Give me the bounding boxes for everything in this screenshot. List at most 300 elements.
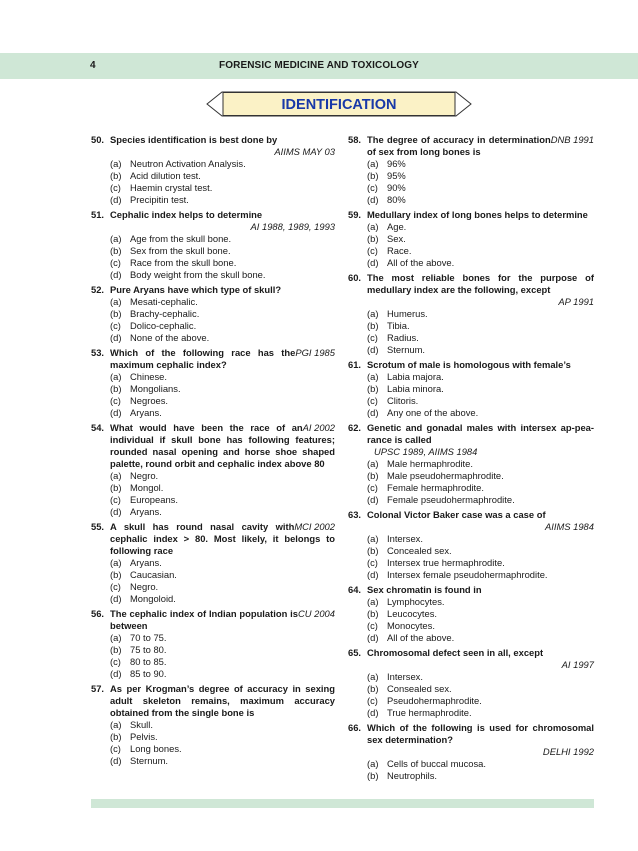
answer-option — [110, 332, 335, 344]
answer-option — [110, 557, 335, 569]
question-text — [110, 134, 335, 146]
option-letter: (c) — [110, 494, 121, 505]
option-text: Male hermaphrodite. — [387, 458, 473, 469]
option-text: Race from the skull bone. — [130, 257, 237, 268]
question-stem — [348, 209, 594, 221]
answer-option — [367, 371, 594, 383]
answer-option — [367, 383, 594, 395]
option-text: Intersex true hermaphrodite. — [387, 557, 505, 568]
option-text: Labia majora. — [387, 371, 444, 382]
option-text: 90% — [387, 182, 406, 193]
answer-option — [110, 668, 335, 680]
question-number: 56. — [91, 608, 105, 619]
answer-option — [110, 470, 335, 482]
option-letter: (b) — [367, 545, 379, 556]
question-text-body: The most reliable bones for the purpose of medullary index are the following, except — [367, 272, 594, 295]
answer-option — [110, 182, 335, 194]
option-letter: (c) — [367, 245, 378, 256]
option-text: Brachy-cephalic. — [130, 308, 200, 319]
question-stem — [91, 521, 335, 557]
question-text — [367, 209, 594, 221]
question-text — [367, 722, 594, 746]
answer-option — [110, 257, 335, 269]
answer-option — [367, 596, 594, 608]
option-letter: (c) — [367, 332, 378, 343]
right-column — [348, 134, 594, 785]
option-text: Age. — [387, 221, 407, 232]
option-letter: (b) — [110, 731, 122, 742]
question-stem — [348, 509, 594, 521]
option-letter: (a) — [110, 632, 122, 643]
option-text: Intersex female pseudohermaphrodite. — [387, 569, 548, 580]
question-source: AIIMS 1984 — [545, 521, 594, 532]
option-text: Monocytes. — [387, 620, 435, 631]
option-letter: (d) — [110, 755, 122, 766]
answer-option — [367, 707, 594, 719]
option-text: Pelvis. — [130, 731, 158, 742]
option-text: Negro. — [130, 470, 159, 481]
option-text: 70 to 75. — [130, 632, 167, 643]
option-text: Cells of buccal mucosa. — [387, 758, 487, 769]
answer-option — [367, 608, 594, 620]
option-letter: (b) — [367, 683, 379, 694]
option-text: All of the above. — [387, 257, 455, 268]
option-text: All of the above. — [387, 632, 455, 643]
page-number: 4 — [90, 60, 96, 71]
answer-option — [367, 632, 594, 644]
option-letter: (d) — [110, 407, 122, 418]
question-item — [91, 347, 335, 419]
option-text: Race. — [387, 245, 412, 256]
answer-option — [367, 221, 594, 233]
answer-option — [110, 494, 335, 506]
option-text: Radius. — [387, 332, 419, 343]
question-stem — [348, 272, 594, 296]
question-text — [110, 284, 335, 296]
option-text: Leucocytes. — [387, 608, 438, 619]
answer-option — [110, 320, 335, 332]
question-item — [348, 134, 594, 206]
answer-option — [110, 656, 335, 668]
answer-option — [367, 533, 594, 545]
question-item — [91, 608, 335, 680]
option-letter: (c) — [110, 320, 121, 331]
question-stem — [91, 347, 335, 371]
question-stem — [91, 134, 335, 146]
answer-option — [367, 257, 594, 269]
answer-option — [110, 644, 335, 656]
option-letter: (d) — [367, 344, 379, 355]
option-letter: (a) — [367, 458, 379, 469]
answer-option — [367, 395, 594, 407]
question-stem — [348, 722, 594, 746]
question-source: CU 2004 — [297, 608, 335, 619]
question-stem — [348, 359, 594, 371]
question-number: 53. — [91, 347, 105, 358]
question-number: 55. — [91, 521, 105, 532]
option-text: Mongolians. — [130, 383, 181, 394]
question-text — [110, 347, 335, 371]
option-letter: (a) — [110, 470, 122, 481]
option-letter: (a) — [110, 296, 122, 307]
question-source: AIIMS MAY 03 — [274, 146, 335, 157]
answer-option — [110, 719, 335, 731]
left-column — [91, 134, 335, 770]
question-text-body: Which of the following race has the maximum cephalic index? — [110, 347, 296, 370]
option-text: Europeans. — [130, 494, 178, 505]
answer-option — [110, 158, 335, 170]
option-letter: (b) — [110, 308, 122, 319]
option-letter: (c) — [110, 395, 121, 406]
option-letter: (b) — [367, 320, 379, 331]
question-source: AI 1997 — [561, 659, 594, 670]
option-text: Clitoris. — [387, 395, 419, 406]
answer-option — [367, 245, 594, 257]
option-text: Precipitin test. — [130, 194, 189, 205]
question-text-body: Genetic and gonadal males with intersex ap-pea-rance is called — [367, 422, 594, 445]
answer-option — [367, 695, 594, 707]
option-text: None of the above. — [130, 332, 210, 343]
option-text: Long bones. — [130, 743, 182, 754]
option-letter: (b) — [367, 770, 379, 781]
option-letter: (b) — [110, 383, 122, 394]
question-item — [348, 272, 594, 356]
option-letter: (c) — [110, 656, 121, 667]
question-item — [91, 521, 335, 605]
option-letter: (c) — [110, 743, 121, 754]
answer-option — [367, 158, 594, 170]
option-letter: (d) — [110, 332, 122, 343]
question-item — [348, 422, 594, 506]
footer-bar — [91, 799, 594, 808]
question-number: 61. — [348, 359, 362, 370]
option-letter: (a) — [367, 671, 379, 682]
option-letter: (d) — [110, 269, 122, 280]
section-title: IDENTIFICATION — [281, 97, 397, 113]
option-letter: (a) — [110, 371, 122, 382]
question-item — [348, 584, 594, 644]
option-text: 80 to 85. — [130, 656, 167, 667]
question-source: DELHI 1992 — [542, 746, 594, 757]
question-stem — [91, 608, 335, 632]
question-stem — [348, 422, 594, 446]
option-letter: (c) — [367, 557, 378, 568]
option-text: Mongol. — [130, 482, 164, 493]
question-source: DNB 1991 — [550, 134, 594, 145]
question-item — [91, 683, 335, 767]
option-letter: (b) — [110, 245, 122, 256]
answer-option — [367, 683, 594, 695]
option-letter: (a) — [110, 719, 122, 730]
option-text: Concealed sex. — [387, 545, 452, 556]
answer-option — [367, 344, 594, 356]
question-number: 54. — [91, 422, 105, 433]
answer-option — [367, 182, 594, 194]
option-text: Pseudohermaphrodite. — [387, 695, 482, 706]
answer-option — [367, 458, 594, 470]
question-text-body: Cephalic index helps to determine — [110, 209, 263, 220]
option-text: Dolico-cephalic. — [130, 320, 197, 331]
option-text: 96% — [387, 158, 406, 169]
option-text: Chinese. — [130, 371, 168, 382]
option-letter: (b) — [367, 470, 379, 481]
answer-option — [110, 569, 335, 581]
option-text: Sex. — [387, 233, 406, 244]
answer-option — [110, 581, 335, 593]
question-source: AP 1991 — [558, 296, 594, 307]
answer-option — [110, 233, 335, 245]
question-text-body: Scrotum of male is homologous with female’s — [367, 359, 571, 370]
question-item — [348, 359, 594, 419]
question-item — [91, 209, 335, 281]
question-number: 64. — [348, 584, 362, 595]
option-letter: (c) — [367, 620, 378, 631]
option-text: Age from the skull bone. — [130, 233, 232, 244]
answer-option — [367, 482, 594, 494]
question-text — [367, 584, 594, 596]
option-letter: (b) — [367, 383, 379, 394]
answer-option — [367, 233, 594, 245]
answer-option — [367, 758, 594, 770]
option-letter: (b) — [110, 569, 122, 580]
question-item — [348, 722, 594, 782]
option-text: Mesati-cephalic. — [130, 296, 198, 307]
option-text: 75 to 80. — [130, 644, 167, 655]
option-text: Negro. — [130, 581, 159, 592]
option-letter: (b) — [367, 170, 379, 181]
option-letter: (c) — [110, 182, 121, 193]
option-letter: (a) — [367, 533, 379, 544]
option-letter: (a) — [367, 308, 379, 319]
answer-option — [367, 494, 594, 506]
option-letter: (d) — [110, 194, 122, 205]
question-text — [367, 422, 594, 446]
question-text — [110, 521, 335, 557]
option-text: Sternum. — [130, 755, 169, 766]
option-letter: (d) — [110, 593, 122, 604]
answer-option — [110, 395, 335, 407]
option-letter: (c) — [367, 395, 378, 406]
option-letter: (a) — [367, 596, 379, 607]
answer-option — [110, 194, 335, 206]
option-text: Intersex. — [387, 533, 423, 544]
question-source: UPSC 1989, AIIMS 1984 — [374, 446, 478, 457]
option-text: Aryans. — [130, 506, 162, 517]
option-text: Skull. — [130, 719, 153, 730]
option-letter: (d) — [367, 569, 379, 580]
question-text-body: As per Krogman’s degree of accuracy in sexing adult skeleton remains, maximum accuracy obtained from the single bone is — [110, 683, 335, 718]
answer-option — [110, 269, 335, 281]
option-text: Caucasian. — [130, 569, 177, 580]
option-letter: (d) — [110, 506, 122, 517]
option-letter: (a) — [367, 221, 379, 232]
question-number: 59. — [348, 209, 362, 220]
option-text: Neutrophils. — [387, 770, 438, 781]
option-letter: (a) — [367, 158, 379, 169]
option-letter: (a) — [367, 758, 379, 769]
option-letter: (a) — [110, 158, 122, 169]
answer-option — [110, 245, 335, 257]
option-letter: (d) — [367, 257, 379, 268]
question-text-body: Species identification is best done by — [110, 134, 278, 145]
answer-option — [110, 731, 335, 743]
option-letter: (b) — [367, 608, 379, 619]
question-text — [367, 509, 594, 521]
answer-option — [367, 332, 594, 344]
answer-option — [367, 569, 594, 581]
answer-option — [367, 557, 594, 569]
option-letter: (d) — [367, 407, 379, 418]
option-text: 85 to 90. — [130, 668, 167, 679]
option-letter: (a) — [110, 233, 122, 244]
option-text: Body weight from the skull bone. — [130, 269, 266, 280]
answer-option — [367, 470, 594, 482]
option-letter: (d) — [367, 194, 379, 205]
question-source: PGI 1985 — [295, 347, 335, 358]
question-number: 65. — [348, 647, 362, 658]
question-number: 51. — [91, 209, 105, 220]
answer-option — [367, 194, 594, 206]
question-text-body: The degree of accuracy in determination of sex from long bones is — [367, 134, 551, 157]
answer-option — [110, 407, 335, 419]
question-stem — [91, 209, 335, 221]
question-text — [367, 359, 594, 371]
option-text: Sex from the skull bone. — [130, 245, 231, 256]
question-number: 50. — [91, 134, 105, 145]
option-letter: (d) — [367, 632, 379, 643]
answer-option — [367, 407, 594, 419]
option-letter: (c) — [367, 182, 378, 193]
question-text-body: The cephalic index of Indian population is between — [110, 608, 298, 631]
answer-option — [110, 296, 335, 308]
question-text — [110, 209, 335, 221]
question-item — [91, 284, 335, 344]
question-text-body: Sex chromatin is found in — [367, 584, 482, 595]
answer-option — [110, 632, 335, 644]
question-text-body: What would have been the race of an individual if skull bone has following features; rounded nasal opening and horse shoe shaped palette, round orbit and cephalic index above 80 — [110, 422, 335, 469]
option-letter: (d) — [367, 494, 379, 505]
option-text: 95% — [387, 170, 406, 181]
question-source: MCI 2002 — [294, 521, 335, 532]
option-text: Acid dilution test. — [130, 170, 201, 181]
option-text: Mongoloid. — [130, 593, 176, 604]
answer-option — [110, 743, 335, 755]
option-text: Intersex. — [387, 671, 423, 682]
answer-option — [367, 671, 594, 683]
question-text — [110, 608, 335, 632]
answer-option — [367, 770, 594, 782]
option-letter: (d) — [367, 707, 379, 718]
option-text: Consealed sex. — [387, 683, 452, 694]
question-source: AI 2002 — [302, 422, 335, 433]
running-title: FORENSIC MEDICINE AND TOXICOLOGY — [219, 60, 419, 71]
option-text: Aryans. — [130, 557, 162, 568]
answer-option — [110, 593, 335, 605]
question-source: AI 1988, 1989, 1993 — [250, 221, 335, 232]
answer-option — [367, 545, 594, 557]
option-text: Female pseudohermaphrodite. — [387, 494, 515, 505]
question-stem — [348, 134, 594, 158]
question-number: 63. — [348, 509, 362, 520]
option-letter: (d) — [110, 668, 122, 679]
question-text — [367, 134, 594, 158]
question-number: 66. — [348, 722, 362, 733]
option-letter: (b) — [110, 170, 122, 181]
answer-option — [367, 308, 594, 320]
option-letter: (b) — [110, 644, 122, 655]
question-text — [110, 422, 335, 470]
option-letter: (c) — [110, 581, 121, 592]
option-text: Aryans. — [130, 407, 162, 418]
question-text-body: Which of the following is used for chromosomal sex determination? — [367, 722, 594, 745]
question-text — [367, 647, 594, 659]
option-text: True hermaphrodite. — [387, 707, 472, 718]
question-text-body: Chromosomal defect seen in all, except — [367, 647, 544, 658]
question-number: 60. — [348, 272, 362, 283]
question-text — [110, 683, 335, 719]
answer-option — [367, 170, 594, 182]
option-text: Haemin crystal test. — [130, 182, 213, 193]
question-number: 62. — [348, 422, 362, 433]
question-stem — [348, 584, 594, 596]
option-text: Female hermaphrodite. — [387, 482, 484, 493]
question-text-body: Pure Aryans have which type of skull? — [110, 284, 282, 295]
answer-option — [110, 383, 335, 395]
answer-option — [110, 170, 335, 182]
question-item — [348, 209, 594, 269]
option-text: Sternum. — [387, 344, 426, 355]
option-letter: (a) — [367, 371, 379, 382]
option-text: Humerus. — [387, 308, 428, 319]
answer-option — [110, 482, 335, 494]
option-text: Negroes. — [130, 395, 169, 406]
answer-option — [110, 308, 335, 320]
question-item — [348, 509, 594, 581]
answer-option — [367, 620, 594, 632]
question-stem — [91, 284, 335, 296]
answer-option — [367, 320, 594, 332]
option-text: Labia minora. — [387, 383, 444, 394]
option-letter: (a) — [110, 557, 122, 568]
option-text: 80% — [387, 194, 406, 205]
option-letter: (b) — [367, 233, 379, 244]
question-stem — [91, 683, 335, 719]
question-item — [91, 134, 335, 206]
option-letter: (b) — [110, 482, 122, 493]
option-text: Tibia. — [387, 320, 410, 331]
question-stem — [91, 422, 335, 470]
option-text: Lymphocytes. — [387, 596, 445, 607]
question-number: 52. — [91, 284, 105, 295]
question-text-body: Colonal Victor Baker case was a case of — [367, 509, 546, 520]
answer-option — [110, 371, 335, 383]
question-number: 58. — [348, 134, 362, 145]
option-text: Any one of the above. — [387, 407, 479, 418]
answer-option — [110, 506, 335, 518]
question-text-body: A skull has round nasal cavity with cephalic index > 80. Most likely, it belongs to following race — [110, 521, 335, 556]
answer-option — [110, 755, 335, 767]
option-letter: (c) — [367, 482, 378, 493]
question-text — [367, 272, 594, 296]
question-stem — [348, 647, 594, 659]
question-item — [91, 422, 335, 518]
option-text: Neutron Activation Analysis. — [130, 158, 246, 169]
question-item — [348, 647, 594, 719]
option-text: Male pseudohermaphrodite. — [387, 470, 504, 481]
option-letter: (c) — [110, 257, 121, 268]
question-text-body: Medullary index of long bones helps to determine — [367, 209, 588, 220]
option-letter: (c) — [367, 695, 378, 706]
